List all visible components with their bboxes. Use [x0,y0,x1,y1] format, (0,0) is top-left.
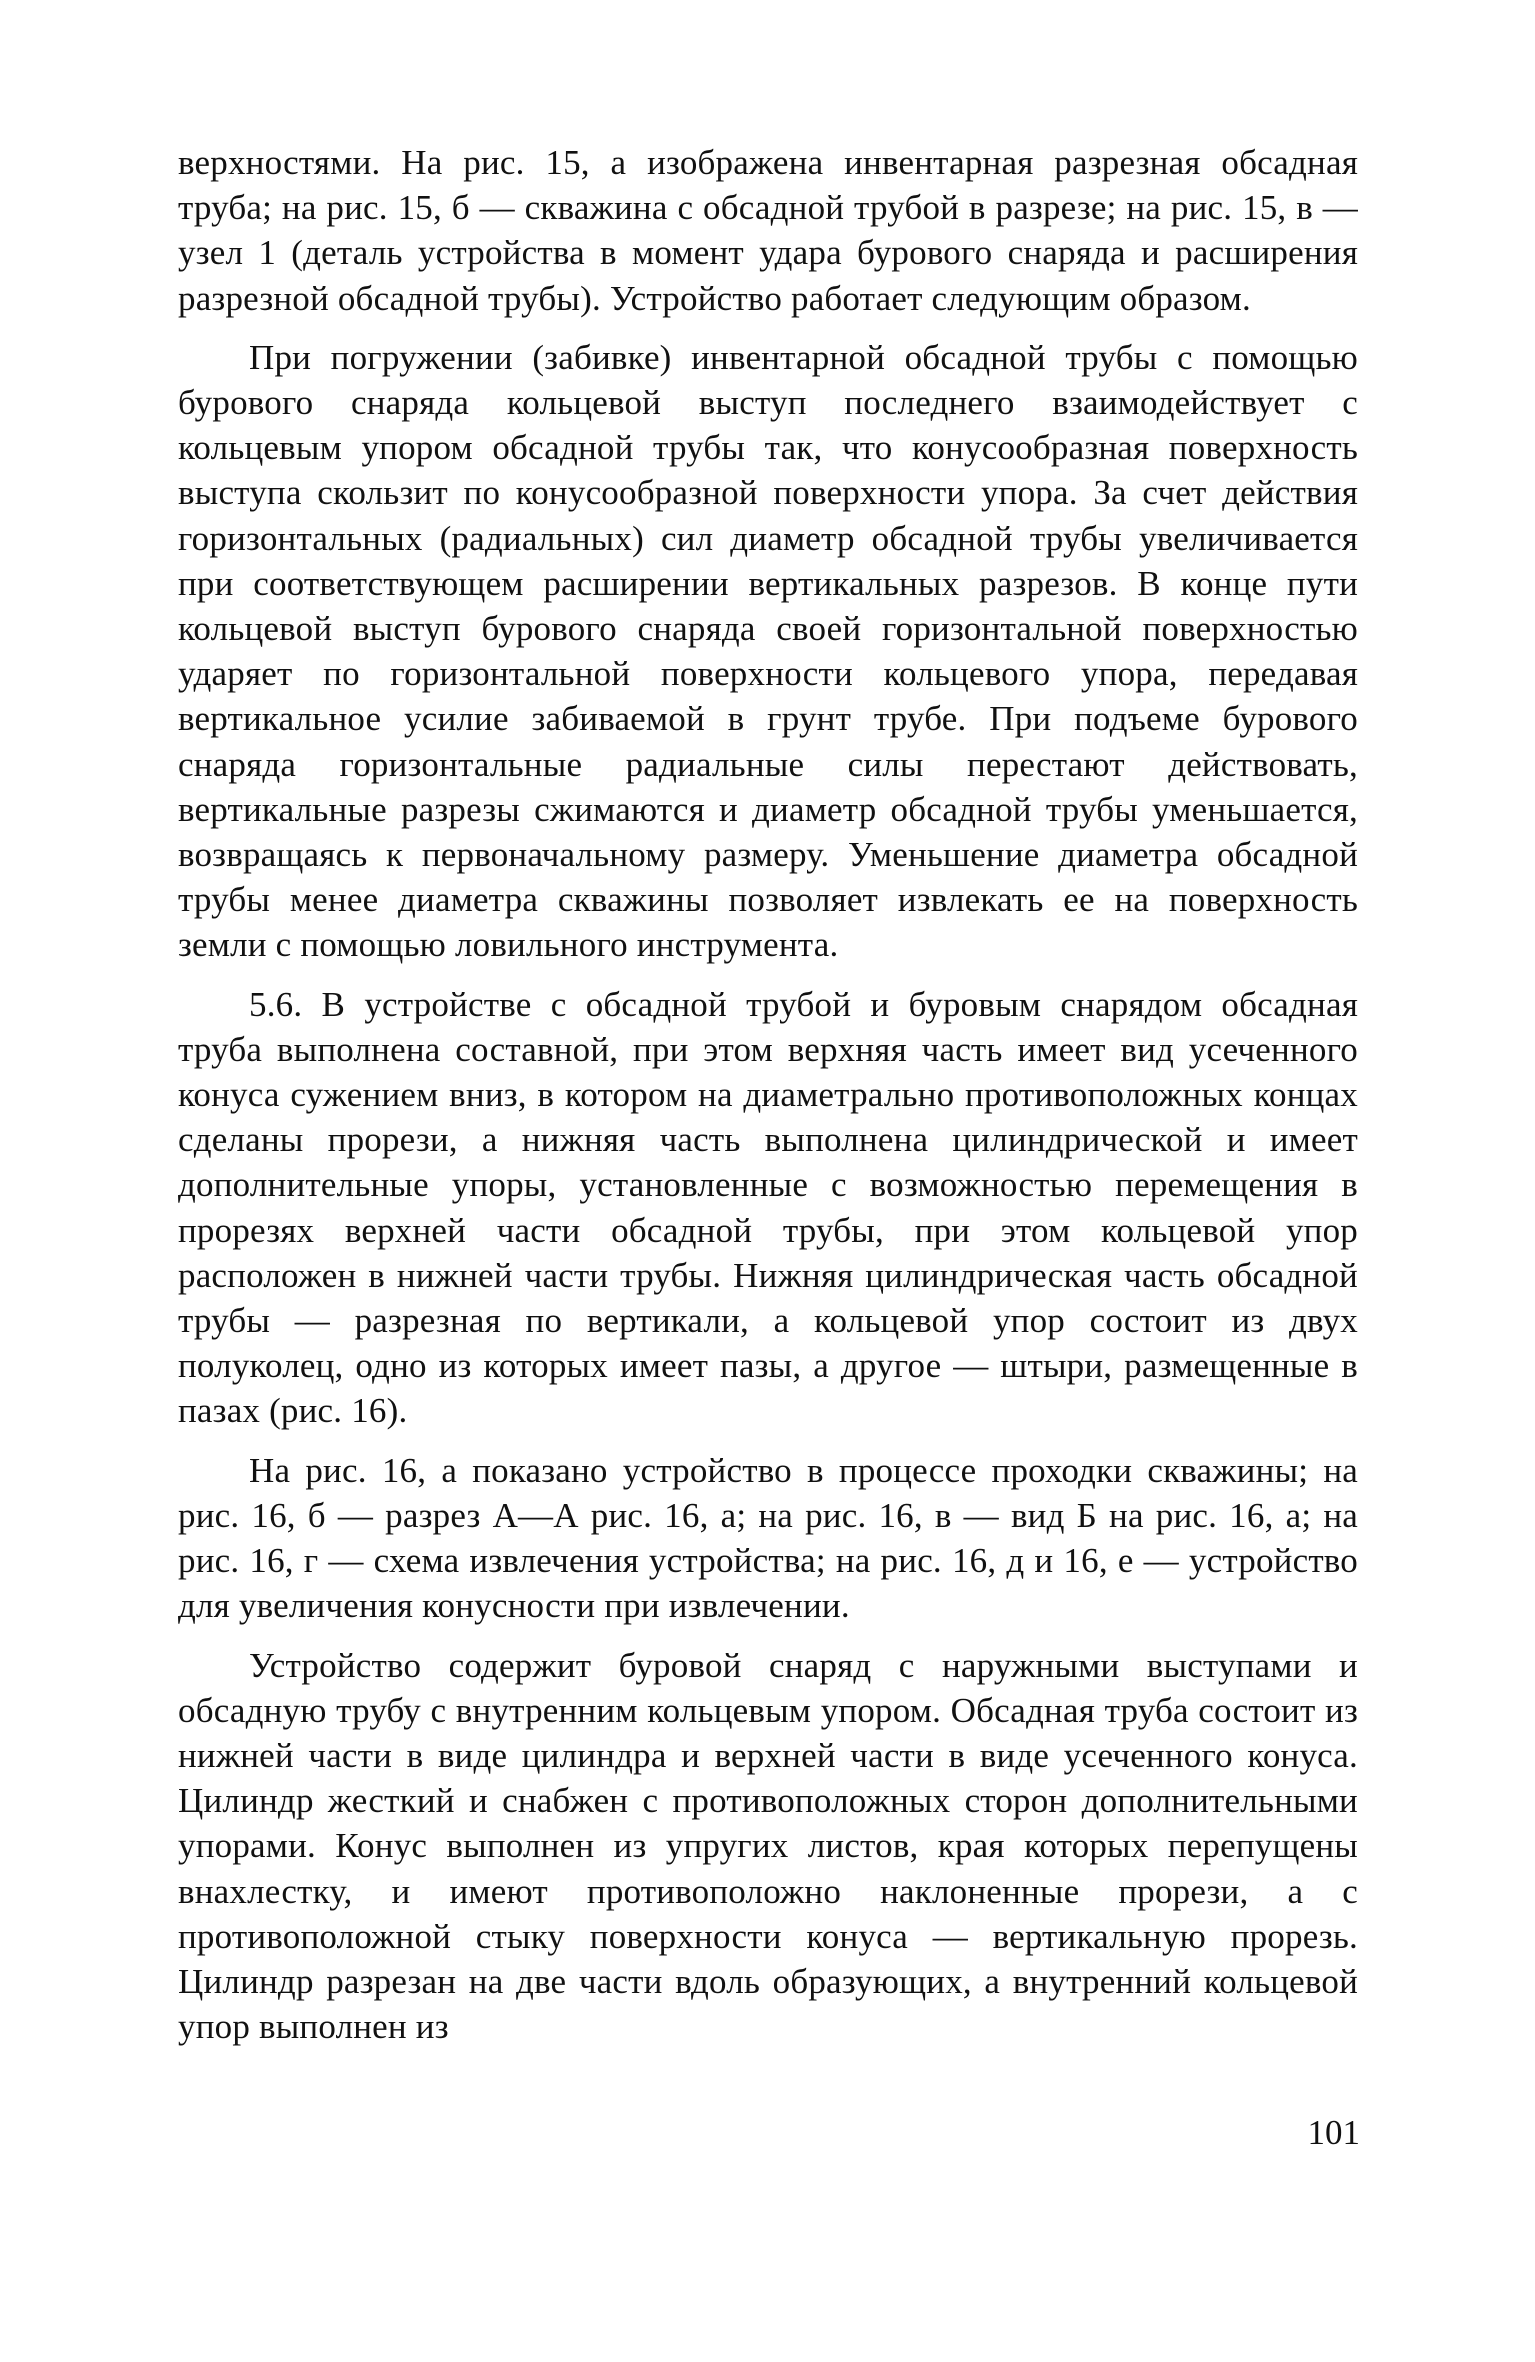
paragraph-1: верхностями. На рис. 15, а изображена инвентарная разрезная обсадная труба; на рис. 15, б — скважина с обсадной трубой в разрезе; на рис. 15, в — узел 1 (деталь устройства в момент удара бурового снаряда и расширения разрезной обсадной трубы). Устройство работает следующим образом. [178,143,1358,318]
paragraph-3: 5.6. В устройстве с обсадной трубой и буровым снарядом обсадная труба выполнена составной, при этом верхняя часть имеет вид усеченного конуса сужением вниз, в котором на диаметрально противоположных концах сделаны прорези, а нижняя часть выполнена цилиндрической и имеет дополнительные упоры, установленные с возможностью перемещения в прорезях верхней части обсадной трубы, при этом кольцевой упор расположен в нижней части трубы. Нижняя цилиндрическая часть обсадной трубы — разрезная по вертикали, а кольцевой упор состоит из двух полуколец, одно из которых имеет пазы, а другое — штыри, размещенные в пазах (рис. 16). [178,984,1358,1431]
page-body [178,140,1358,2049]
paragraph-2: При погружении (забивке) инвентарной обсадной трубы с помощью бурового снаряда кольцевой выступ последнего взаимодействует с кольцевым упором обсадной трубы так, что конусообразная поверхность выступа скользит по конусообразной поверхности упора. За счет действия горизонтальных (радиальных) сил диаметр обсадной трубы увеличивается при соответствующем расширении вертикальных разрезов. В конце пути кольцевой выступ бурового снаряда своей горизонтальной поверхностью ударяет по горизонтальной поверхности кольцевого упора, передавая вертикальное усилие забиваемой в грунт трубе. При подъеме бурового снаряда горизонтальные радиальные силы перестают действовать, вертикальные разрезы сжимаются и диаметр обсадной трубы уменьшается, возвращаясь к первоначальному размеру. Уменьшение диаметра обсадной трубы менее диаметра скважины позволяет извлекать ее на поверхность земли с помощью ловильного инструмента. [178,337,1358,965]
page-number: 101 [1307,2113,1360,2152]
paragraph-5: Устройство содержит буровой снаряд с наружными выступами и обсадную трубу с внутренним кольцевым упором. Обсадная труба состоит из нижней части в виде цилиндра и верхней части в виде усеченного конуса. Цилиндр жесткий и снабжен с противоположных сторон дополнительными упорами. Конус выполнен из упругих листов, края которых перепущены внахлестку, и имеют противоположно наклоненные прорези, а с противоположной стыку поверхности конуса — вертикальную прорезь. Цилиндр разрезан на две части вдоль образующих, а внутренний кольцевой упор выполнен из [178,1645,1358,2047]
paragraph-4: На рис. 16, а показано устройство в процессе проходки скважины; на рис. 16, б — разрез А—А рис. 16, а; на рис. 16, в — вид Б на рис. 16, а; на рис. 16, г — схема извлечения устройства; на рис. 16, д и 16, е — устройство для увеличения конусности при извлечении. [178,1450,1358,1626]
